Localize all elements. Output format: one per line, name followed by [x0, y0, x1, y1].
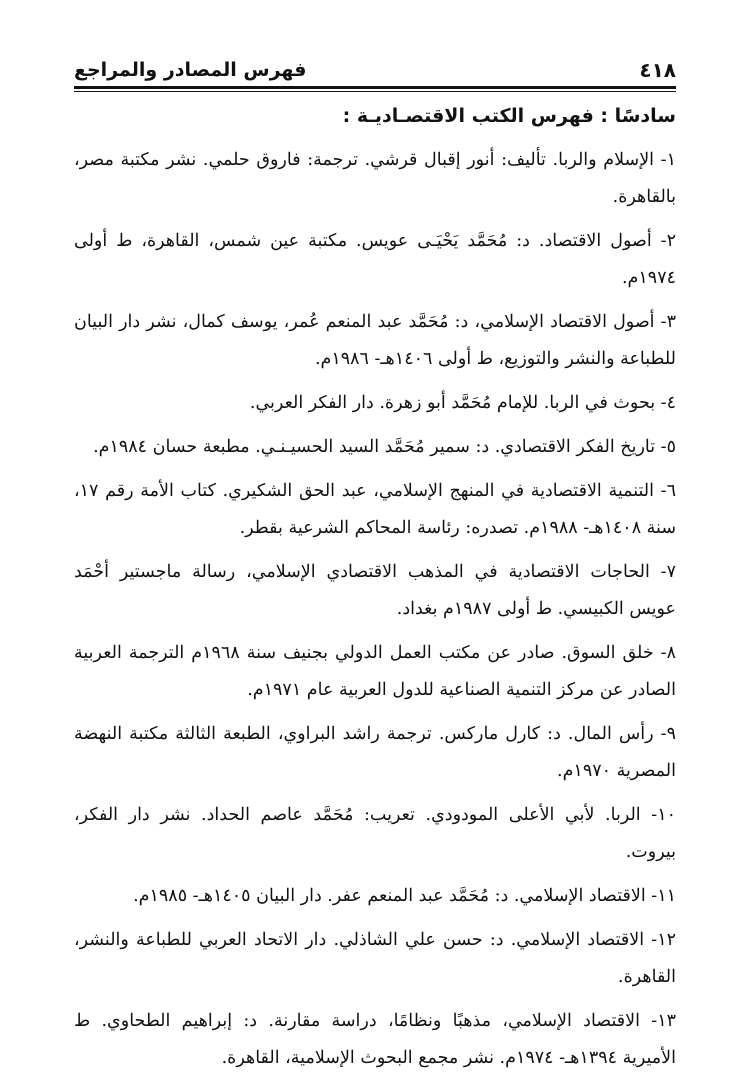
bibliography-entry: ١٢- الاقتصاد الإسلامي. د: حسن علي الشاذلي. دار الاتحاد العربي للطباعة والنشر، القاهرة.	[74, 930, 676, 987]
bibliography-entry: ١- الإسلام والربا. تأليف: أنور إقبال قرشي. ترجمة: فاروق حلمي. نشر مكتبة مصر، بالقاهرة.	[74, 150, 676, 207]
page-header	[74, 52, 676, 82]
bibliography-entry: ٨- خلق السوق. صادر عن مكتب العمل الدولي بجنيف سنة ١٩٦٨م الترجمة العربية الصادر عن مركز التنمية الصناعية للدول العربية عام ١٩٧١م.	[74, 643, 676, 700]
section-heading: سادسًا : فهرس الكتب الاقتصـاديـة :	[342, 105, 676, 127]
bibliography-entry: ٣- أصول الاقتصاد الإسلامي، د: مُحَمَّد عبد المنعم عُمر، يوسف كمال، نشر دار البيان للطباعة والنشر والتوزيع، ط أولى ١٤٠٦هـ- ١٩٨٦م.	[74, 312, 676, 369]
running-title: فهرس المصادر والمراجع	[74, 59, 307, 81]
page-number: ٤١٨	[639, 58, 676, 82]
bibliography-entry: ٧- الحاجات الاقتصادية في المذهب الاقتصادي الإسلامي، رسالة ماجستير أحْمَد عويس الكبيسي. ط أولى ١٩٨٧م بغداد.	[74, 562, 676, 619]
bibliography-list	[74, 142, 676, 1084]
bibliography-entry: ٩- رأس المال. د: كارل ماركس. ترجمة راشد البراوي، الطبعة الثالثة مكتبة النهضة المصرية ١٩٧٠م.	[74, 724, 676, 781]
bibliography-entry: ٥- تاريخ الفكر الاقتصادي. د: سمير مُحَمَّد السيد الحسيـنـي. مطبعة حسان ١٩٨٤م.	[93, 437, 676, 457]
bibliography-entry: ٤- بحوث في الربا. للإمام مُحَمَّد أبو زهرة. دار الفكر العربي.	[249, 393, 676, 413]
bibliography-entry: ٦- التنمية الاقتصادية في المنهج الإسلامي، عبد الحق الشكيري. كتاب الأمة رقم ١٧، سنة ١٤٠٨هـ- ١٩٨٨م. تصدره: رئاسة المحاكم الشرعية بقطر.	[74, 481, 676, 538]
bibliography-entry: ١٣- الاقتصاد الإسلامي، مذهبًا ونظامًا، دراسة مقارنة. د: إبراهيم الطحاوي. ط الأميرية ١٣٩٤هـ- ١٩٧٤م. نشر مجمع البحوث الإسلامية، القاهرة.	[74, 1011, 676, 1068]
bibliography-entry: ١١- الاقتصاد الإسلامي. د: مُحَمَّد عبد المنعم عفر. دار البيان ١٤٠٥هـ- ١٩٨٥م.	[133, 886, 676, 906]
bibliography-entry: ٢- أصول الاقتصاد. د: مُحَمَّد يَحْيَـى عويس. مكتبة عين شمس، القاهرة، ط أولى ١٩٧٤م.	[74, 231, 676, 288]
bibliography-entry: ١٠- الربا. لأبي الأعلى المودودي. تعريب: مُحَمَّد عاصم الحداد. نشر دار الفكر، بيروت.	[74, 805, 676, 862]
header-rule-thick	[74, 86, 676, 89]
header-rule-thin	[74, 91, 676, 92]
